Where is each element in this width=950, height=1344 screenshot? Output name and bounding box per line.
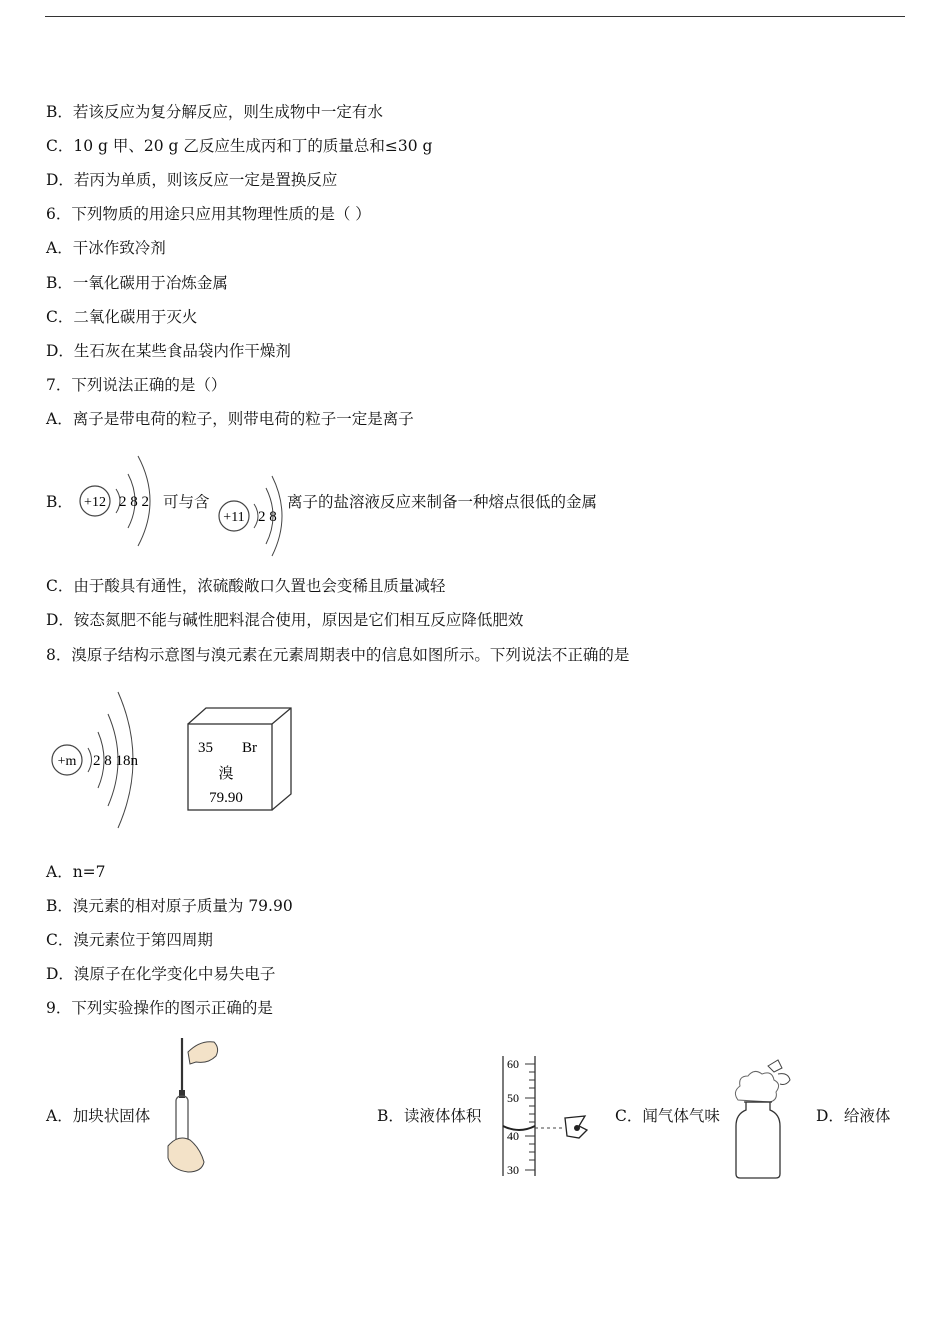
q5-option-b: B．若该反应为复分解反应，则生成物中一定有水 xyxy=(46,103,383,121)
q6-option-c: C．二氧化碳用于灭火 xyxy=(46,308,198,326)
q6-option-d: D．生石灰在某些食品袋内作干燥剂 xyxy=(46,342,291,360)
q7-option-b-mid-text: 可与含 xyxy=(163,493,210,511)
br-nucleus-label: +m xyxy=(57,754,77,769)
q5-option-c: C．10 g 甲、20 g 乙反应生成丙和丁的质量总和≤30 g xyxy=(46,137,433,155)
mg-shell-electrons: 2 8 2 xyxy=(119,494,149,510)
br-shell-electrons: 2 8 18n xyxy=(93,753,138,769)
br-symbol: Br xyxy=(242,740,257,756)
q7-option-d: D．铵态氮肥不能与碱性肥料混合使用，原因是它们相互反应降低肥效 xyxy=(46,611,524,629)
q6-stem: 6．下列物质的用途只应用其物理性质的是（ ） xyxy=(46,205,371,223)
br-periodic-cell xyxy=(184,706,296,812)
mg-nucleus-label: +12 xyxy=(84,495,106,510)
q7-stem: 7．下列说法正确的是（） xyxy=(46,376,227,394)
q7-option-b-end-text: 离子的盐溶液反应来制备一种熔点很低的金属 xyxy=(287,493,598,511)
mg-atom-diagram xyxy=(76,444,166,556)
br-atomic-number: 35 xyxy=(198,740,213,756)
q9-option-c: C．闻气体气味 xyxy=(615,1107,720,1125)
q8-option-a: A．n=7 xyxy=(46,863,106,881)
q9-stem: 9．下列实验操作的图示正确的是 xyxy=(46,999,273,1017)
br-atom-diagram xyxy=(48,684,158,834)
add-solid-illustration xyxy=(160,1034,222,1176)
q7-option-a: A．离子是带电荷的粒子，则带电荷的粒子一定是离子 xyxy=(46,410,414,428)
scale-30: 30 xyxy=(507,1163,519,1177)
scale-40: 40 xyxy=(507,1129,519,1143)
q8-option-d: D．溴原子在化学变化中易失电子 xyxy=(46,965,276,983)
q6-option-a: A．干冰作致冷剂 xyxy=(46,239,166,257)
q9-option-b: B．读液体体积 xyxy=(377,1107,482,1125)
q7-option-c: C．由于酸具有通性，浓硫酸敞口久置也会变稀且质量减轻 xyxy=(46,577,446,595)
q5-option-d: D．若丙为单质，则该反应一定是置换反应 xyxy=(46,171,338,189)
na-nucleus-label: +11 xyxy=(223,510,245,525)
smell-gas-illustration xyxy=(728,1056,804,1180)
na-shell-electrons: 2 8 xyxy=(258,509,277,525)
read-volume-illustration xyxy=(495,1052,593,1180)
na-atom-diagram xyxy=(214,470,286,560)
br-atomic-mass: 79.90 xyxy=(209,790,243,806)
scale-50: 50 xyxy=(507,1091,519,1105)
br-name: 溴 xyxy=(218,766,234,782)
header-rule xyxy=(45,16,905,17)
q6-option-b: B．一氧化碳用于冶炼金属 xyxy=(46,274,228,292)
q9-option-d: D．给液体 xyxy=(816,1107,891,1125)
scale-60: 60 xyxy=(507,1057,519,1071)
q9-option-a: A．加块状固体 xyxy=(46,1107,151,1125)
q8-option-b: B．溴元素的相对原子质量为 79.90 xyxy=(46,897,293,915)
q8-stem: 8．溴原子结构示意图与溴元素在元素周期表中的信息如图所示。下列说法不正确的是 xyxy=(46,646,630,664)
q8-option-c: C．溴元素位于第四周期 xyxy=(46,931,213,949)
q7-option-b-label: B． xyxy=(46,493,73,511)
